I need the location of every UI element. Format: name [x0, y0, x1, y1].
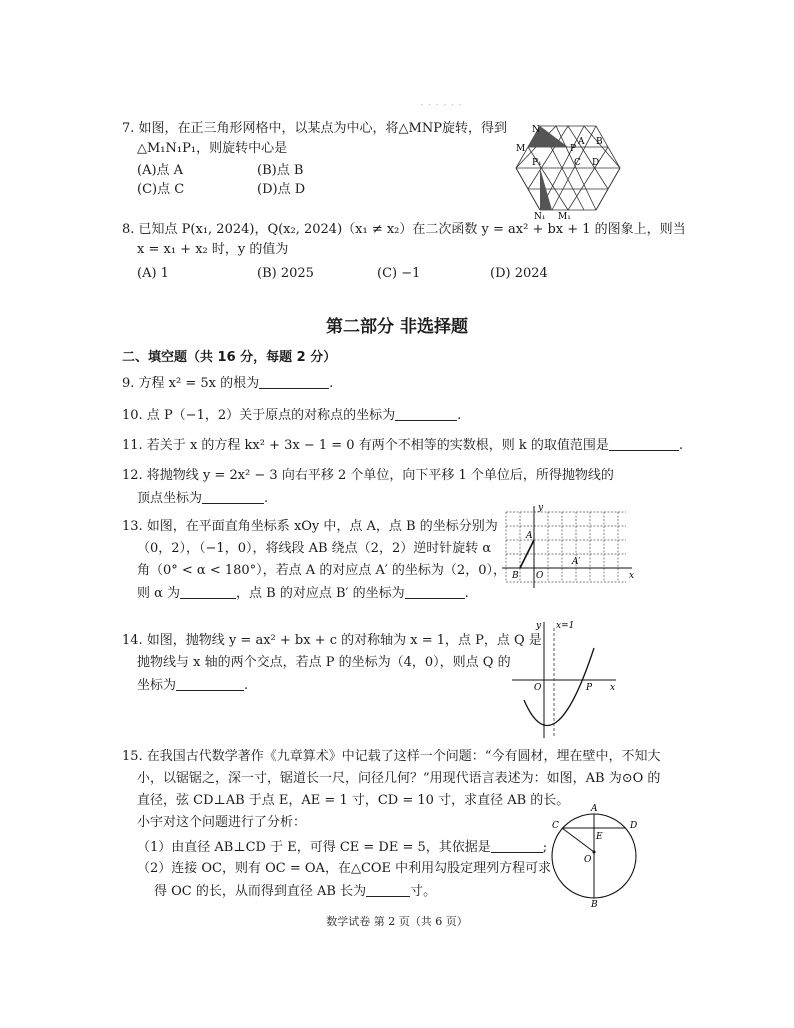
q15-step1: （1）由直径 AB⊥CD 于 E，可得 CE = DE = 5，其依据是 ; — [137, 840, 548, 855]
q14-parabola-figure — [506, 618, 622, 742]
q14-stem-line1: 14. 如图，抛物线 y = ax² + bx + c 的对称轴为 x = 1，点 P，点 Q 是 — [122, 633, 542, 648]
q13-label-b: B — [512, 571, 519, 581]
q13-text-a: 则 α 为 — [137, 586, 181, 601]
q15-step2-unit: 寸。 — [410, 884, 437, 899]
section-title: 第二部分 非选择题 — [326, 317, 468, 337]
q11-text: 11. 若关于 x 的方程 kx² + 3x − 1 = 0 有两个不相等的实数根，则 k 的取值范围是 — [122, 438, 609, 453]
q13-stem-line1: 13. 如图，在平面直角坐标系 xOy 中，点 A，点 B 的坐标分别为 — [122, 519, 498, 534]
q13-alpha-blank[interactable] — [180, 584, 236, 599]
q7-option-c[interactable]: (C)点 C — [137, 182, 185, 197]
q12-answer-blank[interactable] — [202, 489, 264, 504]
q14-answer-blank[interactable] — [176, 676, 244, 691]
q14-label-x: x — [610, 683, 616, 693]
q7-label-a: A — [578, 137, 585, 147]
q7-option-a[interactable]: (A)点 A — [137, 163, 184, 178]
q15-label-e: E — [596, 832, 603, 842]
q9-stem: 9. 方程 x² = 5x 的根为 . — [122, 376, 334, 391]
q15-label-o: O — [584, 855, 592, 865]
q7-label-m1: M₁ — [558, 212, 571, 220]
q10-text: 10. 点 P（−1，2）关于原点的对称点的坐标为 — [122, 408, 396, 423]
q14-label-p: P — [586, 683, 593, 693]
q14-label-o: O — [534, 683, 542, 693]
q15-label-d: D — [630, 821, 638, 831]
q7-stem-line1: 7. 如图，在正三角形网格中，以某点为中心，将△MNP旋转，得到 — [122, 121, 507, 136]
q7-option-d[interactable]: (D)点 D — [257, 182, 306, 197]
q14-text: 坐标为 — [137, 678, 177, 693]
q12-stem-line1: 12. 将抛物线 y = 2x² − 3 向右平移 2 个单位，向下平移 1 个单位后，所得抛物线的 — [122, 468, 614, 483]
q7-label-n: N — [532, 125, 540, 135]
q13-label-o: O — [536, 571, 544, 581]
q15-circle-figure — [548, 800, 648, 908]
q14-label-y: y — [536, 621, 542, 631]
q15-stem-line4: 小宇对这个问题进行了分析： — [137, 815, 307, 830]
q9-answer-blank[interactable] — [259, 374, 329, 389]
page-footer: 数学试卷 第 2 页（共 6 页） — [326, 915, 468, 928]
fill-in-section-header: 二、填空题（共 16 分，每题 2 分） — [122, 350, 337, 365]
q11-answer-blank[interactable] — [609, 436, 679, 451]
q13-stem-line2: （0，2），（−1，0），将线段 AB 绕点（2，2）逆时针旋转 α — [137, 541, 492, 556]
q15-basis-blank[interactable] — [491, 838, 543, 853]
q13-text-b: ，点 B 的对应点 B′ 的坐标为 — [236, 586, 405, 601]
q15-label-c: C — [552, 821, 559, 831]
q13-bprime-blank[interactable] — [405, 584, 465, 599]
q13-stem-line3: 角（0° < α < 180°），若点 A 的对应点 A′ 的坐标为（2，0）， — [137, 563, 506, 578]
q13-stem-line4: 则 α 为 ，点 B 的对应点 B′ 的坐标为 . — [137, 586, 469, 601]
q14-stem-line3: 坐标为 . — [137, 678, 249, 693]
q8-option-a[interactable]: (A) 1 — [137, 266, 169, 281]
q15-step2-line1: （2）连接 OC，则有 OC = OA，在△COE 中利用勾股定理列方程可求 — [137, 861, 552, 876]
q9-text: 9. 方程 x² = 5x 的根为 — [122, 376, 260, 391]
q13-label-x: x — [629, 571, 635, 581]
q7-label-c: C — [574, 158, 581, 168]
q7-label-n1: N₁ — [534, 212, 546, 220]
q11-stem: 11. 若关于 x 的方程 kx² + 3x − 1 = 0 有两个不相等的实数根，则 k 的取值范围是 . — [122, 438, 683, 453]
q13-label-aprime: A′ — [572, 557, 581, 567]
q8-stem-line2: x = x₁ + x₂ 时，y 的值为 — [137, 242, 289, 257]
bleed-through-mark: · · · · · · — [420, 98, 462, 112]
q15-step2-line2 — [154, 882, 436, 901]
q13-label-a: A — [526, 531, 533, 541]
q7-label-b: B — [596, 137, 603, 147]
q14-label-axis: x=1 — [556, 621, 575, 631]
q7-triangle-grid-figure — [512, 118, 624, 220]
q13-label-y: y — [538, 503, 544, 513]
q15-diameter-blank[interactable] — [366, 882, 410, 897]
q15-stem-line1: 15. 在我国古代数学著作《九章算术》中记载了这样一个问题：“今有圆材，埋在壁中，不知大 — [122, 749, 661, 764]
q7-option-b[interactable]: (B)点 B — [257, 163, 304, 178]
q8-stem-line1: 8. 已知点 P(x₁, 2024)，Q(x₂, 2024)（x₁ ≠ x₂）在二次函数 y = ax² + bx + 1 的图象上，则当 — [122, 222, 686, 237]
q8-option-b[interactable]: (B) 2025 — [257, 266, 314, 281]
q7-label-m: M — [516, 144, 526, 154]
q15-label-a: A — [591, 804, 598, 814]
q15-label-b: B — [591, 900, 598, 908]
q12-text: 顶点坐标为 — [137, 491, 203, 506]
q15-stem-line3: 直径，弦 CD⊥AB 于点 E，AE = 1 寸，CD = 10 寸，求直径 AB 的长。 — [137, 793, 570, 808]
q8-option-d[interactable]: (D) 2024 — [490, 266, 548, 281]
q15-step2-text: 得 OC 的长，从而得到直径 AB 长为 — [154, 884, 367, 899]
q12-stem-line2: 顶点坐标为 . — [137, 491, 269, 506]
q14-stem-line2: 抛物线与 x 轴的两个交点，若点 P 的坐标为（4，0），则点 Q 的 — [137, 655, 511, 670]
q7-stem-line2: △M₁N₁P₁，则旋转中心是 — [137, 141, 288, 156]
q13-coordinate-grid-figure — [498, 502, 638, 594]
q10-answer-blank[interactable] — [395, 406, 457, 421]
q8-option-c[interactable]: (C) −1 — [377, 266, 421, 281]
q7-label-p1: P₁ — [532, 158, 542, 168]
q7-label-p: P — [570, 144, 577, 154]
q7-label-d: D — [592, 158, 600, 168]
q10-stem: 10. 点 P（−1，2）关于原点的对称点的坐标为 . — [122, 408, 462, 423]
q15-stem-line2: 小，以锯锯之，深一寸，锯道长一尺，问径几何？”用现代语言表述为：如图，AB 为⊙O 的 — [137, 771, 661, 786]
q15-step1-text: （1）由直径 AB⊥CD 于 E，可得 CE = DE = 5，其依据是 — [137, 840, 491, 855]
